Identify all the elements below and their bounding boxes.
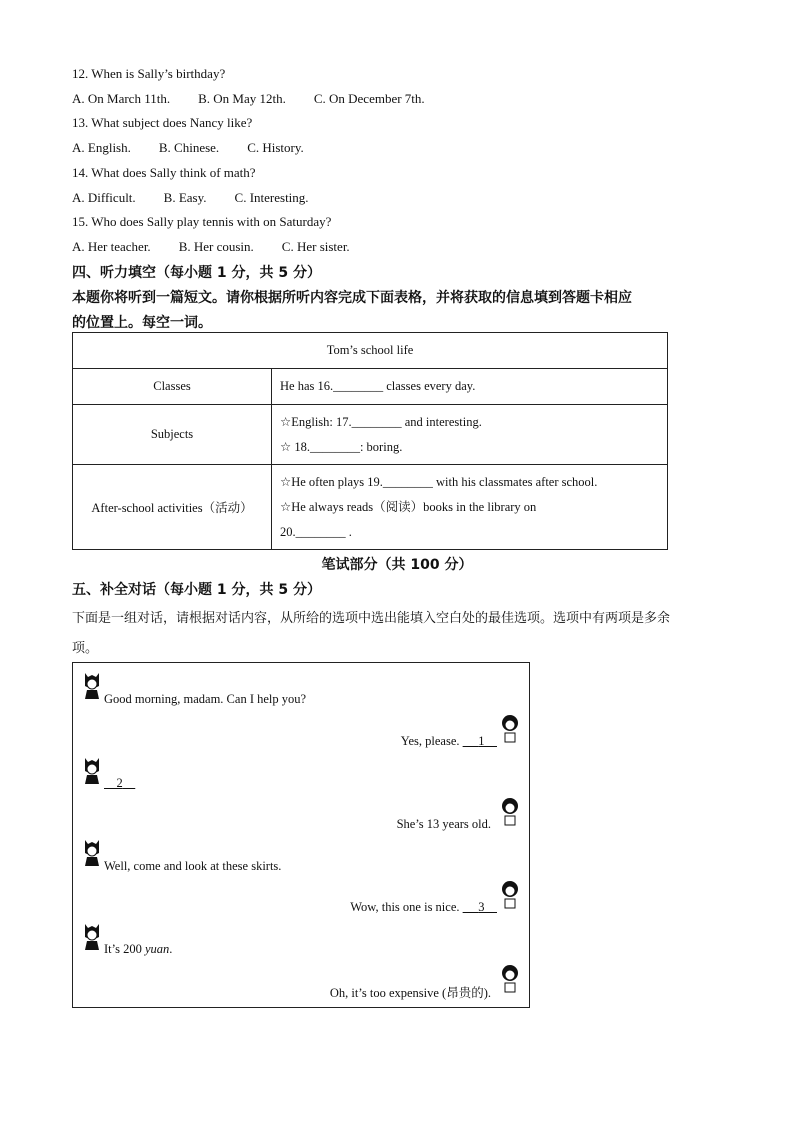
speaker-girl-icon [82,921,102,951]
row-line: ☆ 18.________: boring. [280,439,403,454]
dialogue-line: Good morning, madam. Can I help you? [104,692,307,706]
speaker-girl-icon [82,755,102,785]
section5-title: 五、补全对话（每小题 1 分，共 5 分） [72,582,321,598]
question-12: 12. When is Sally’s birthday? [72,66,226,81]
question-14-options [72,190,309,206]
section4-instruction: 本题你将听到一篇短文。请你根据所听内容完成下面表格，并将获取的信息填到答题卡相应 [72,290,632,306]
written-part-title: 笔试部分（共 100 分） [321,557,473,573]
answer-blank[interactable]: 2 [116,776,123,790]
dialogue-line: Oh, it’s too expensive (昂贵的). [329,986,491,1000]
answer-blank[interactable]: 3 [478,900,485,914]
dialogue-line [104,776,135,791]
table-row [73,465,668,550]
table-row [73,405,668,465]
option-c[interactable]: C. Interesting. [234,190,309,205]
question-12-options [72,91,425,107]
option-b[interactable]: B. On May 12th. [198,91,286,106]
speaker-boy-icon [500,796,520,826]
section5-instruction-cont: 项。 [72,641,99,656]
option-a[interactable]: A. Difficult. [72,190,136,205]
dialogue-line: Yes, please. 1 [401,734,497,749]
question-15: 15. Who does Sally play tennis with on Saturday? [72,214,332,229]
section4-instruction-cont: 的位置上。每空一词。 [72,315,212,331]
question-13: 13. What subject does Nancy like? [72,115,253,130]
row-content [272,405,668,465]
speaker-boy-icon [500,963,520,993]
option-a[interactable]: A. English. [72,140,131,155]
option-c[interactable]: C. Her sister. [281,239,350,254]
option-c[interactable]: C. History. [247,140,304,155]
table-title: Tom’s school life [73,333,668,369]
option-a[interactable]: A. Her teacher. [72,239,151,254]
row-line: 20.________ . [280,524,352,539]
school-life-table [72,332,668,550]
question-13-options [72,140,304,156]
dialogue-line: It’s 200 yuan. [104,942,173,956]
speaker-girl-icon [82,837,102,867]
speaker-girl-icon [82,670,102,700]
option-b[interactable]: B. Chinese. [158,140,220,155]
answer-blank[interactable]: 1 [478,734,485,748]
option-b[interactable]: B. Easy. [163,190,207,205]
row-content: He has 16.________ classes every day. [272,369,668,405]
option-c[interactable]: C. On December 7th. [313,91,425,106]
speaker-boy-icon [500,879,520,909]
row-line: ☆English: 17.________ and interesting. [280,414,482,429]
table-row [73,369,668,405]
row-line: ☆He always reads（阅读）books in the library on [280,499,537,514]
option-b[interactable]: B. Her cousin. [178,239,254,254]
speaker-boy-icon [500,713,520,743]
option-a[interactable]: A. On March 11th. [72,91,171,106]
row-label: Classes [73,369,272,405]
section5-instruction: 下面是一组对话，请根据对话内容，从所给的选项中选出能填入空白处的最佳选项。选项中有两项是多余 [72,611,671,626]
dialogue-line: Wow, this one is nice. 3 [350,900,497,915]
dialogue-box [72,662,530,1008]
question-15-options [72,239,350,255]
row-content [272,465,668,550]
row-line: ☆He often plays 19.________ with his classmates after school. [280,474,598,489]
question-14: 14. What does Sally think of math? [72,165,256,180]
dialogue-line: She’s 13 years old. [396,817,491,831]
row-label: Subjects [73,405,272,465]
dialogue-line: Well, come and look at these skirts. [104,859,282,873]
row-label: After-school activities（活动） [73,465,272,550]
section4-title: 四、听力填空（每小题 1 分，共 5 分） [72,265,321,281]
